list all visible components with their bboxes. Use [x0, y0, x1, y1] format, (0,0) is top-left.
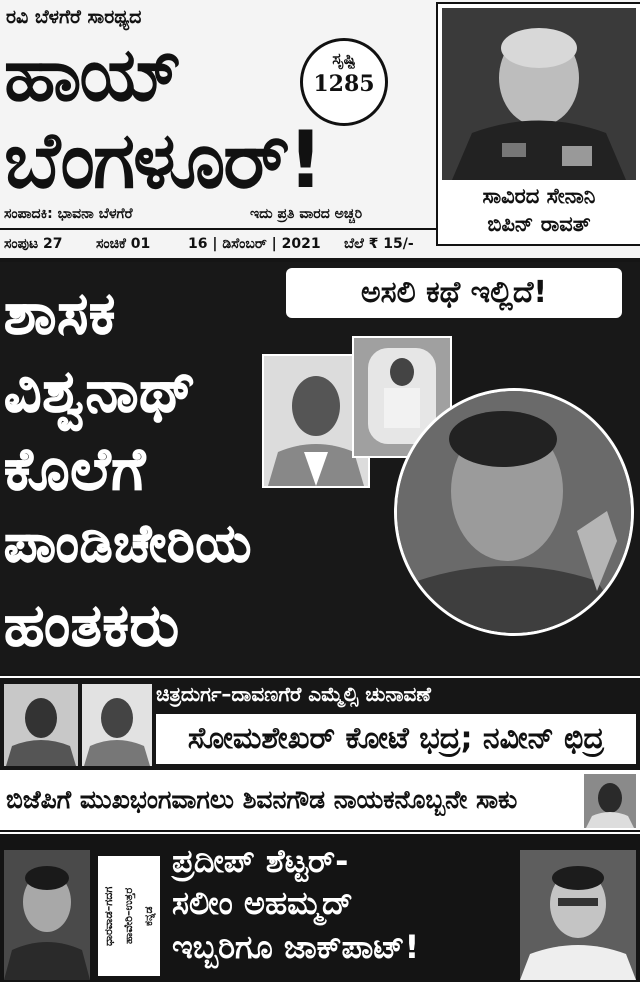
tagline: ರವಿ ಬೆಳಗೆರೆ ಸಾರಥ್ಯದ: [6, 6, 142, 28]
side-story-box: [436, 2, 640, 246]
bottom-portrait-left: [4, 850, 90, 980]
candidate-photo-1: [4, 684, 78, 766]
bottom-story: [0, 832, 640, 982]
bjp-headline: ಬಿಜೆಪಿಗೆ ಮುಖಭಂಗವಾಗಲು ಶಿವನಗೌಡ ನಾಯಕನೊಬ್ಬನೇ ಸಾಕು: [6, 785, 518, 814]
bottom-headline-line-2: ಸಲೀಂ ಅಹಮ್ಮದ್: [172, 884, 353, 922]
main-headline-line-2: ವಿಶ್ವನಾಥ್: [4, 357, 197, 425]
issue-number: ಸಂಚಿಕೆ 01: [96, 236, 151, 252]
election-topline: ಚಿತ್ರದುರ್ಗ–ದಾವಣಗೆರೆ ಎಮ್ಮೆಲ್ಸಿ ಚುನಾವಣೆ: [156, 682, 431, 706]
weekly-note: ಇದು ಪ್ರತಿ ವಾರದ ಅಚ್ಚರಿ: [250, 206, 363, 222]
general-portrait-photo: [442, 8, 636, 180]
main-kicker: ಅಸಲಿ ಕಥೆ ಇಲ್ಲಿದೆ!: [286, 268, 622, 318]
main-circle-photo: [394, 388, 634, 636]
main-headline-line-5: ಹಂತಕರು: [4, 591, 180, 659]
main-headline-line-3: ಕೊಲೆಗೆ: [4, 435, 147, 503]
bottom-headline-line-1: ಪ್ರದೀಪ್ ಶೆಟ್ಟರ್-: [172, 842, 349, 880]
title-line-1: ಹಾಯ್: [4, 32, 181, 118]
issue-price: ಬೆಲೆ ₹ 15/-: [344, 236, 414, 252]
bjp-story: [0, 770, 640, 830]
title-line-2: ಬೆಂಗಳೂರ್!: [4, 116, 322, 206]
main-story: [0, 262, 640, 674]
bottom-headline-line-3: ಇಬ್ಬರಿಗೂ ಜಾಕ್‌ಪಾಟ್!: [172, 928, 420, 966]
side-caption-2: ಬಿಪಿನ್ ರಾವತ್: [487, 212, 591, 236]
issue-seal: [300, 38, 388, 126]
election-band-headline: ಸೋಮಶೇಖರ್ ಕೋಟೆ ಭದ್ರ; ನವೀನ್ ಛಿದ್ರ: [156, 714, 636, 764]
issue-line: [0, 228, 436, 260]
main-headline-line-4: ಪಾಂಡಿಚೇರಿಯ: [4, 514, 253, 574]
constituency-right: ಕನ್ನಡ: [142, 906, 155, 926]
seal-number: 1285: [313, 71, 375, 97]
bjp-portrait-photo: [584, 774, 636, 828]
seal-word: ಸೃಷ್ಟಿ: [332, 49, 356, 68]
election-story: [0, 676, 640, 770]
constituency-labels: [98, 856, 160, 976]
issue-volume: ಸಂಪುಟ 27: [4, 236, 63, 252]
candidate-photo-2: [82, 684, 152, 766]
side-caption-1: ಸಾವಿರದ ಸೇನಾನಿ: [482, 184, 596, 208]
editor-credit: ಸಂಪಾದಕಿ: ಭಾವನಾ ಬೆಳಗೆರೆ: [4, 206, 133, 222]
constituency-mid: ಹಾವೇರಿ–ಉತ್ತರ: [122, 887, 135, 945]
constituency-left: ಧಾರವಾಡ–ಗದಗ: [102, 886, 115, 946]
main-headline-line-1: ಶಾಸಕ: [4, 279, 117, 347]
bottom-portrait-right: [520, 850, 636, 980]
issue-date: 16 | ಡಿಸೆಂಬರ್ | 2021: [188, 236, 321, 252]
